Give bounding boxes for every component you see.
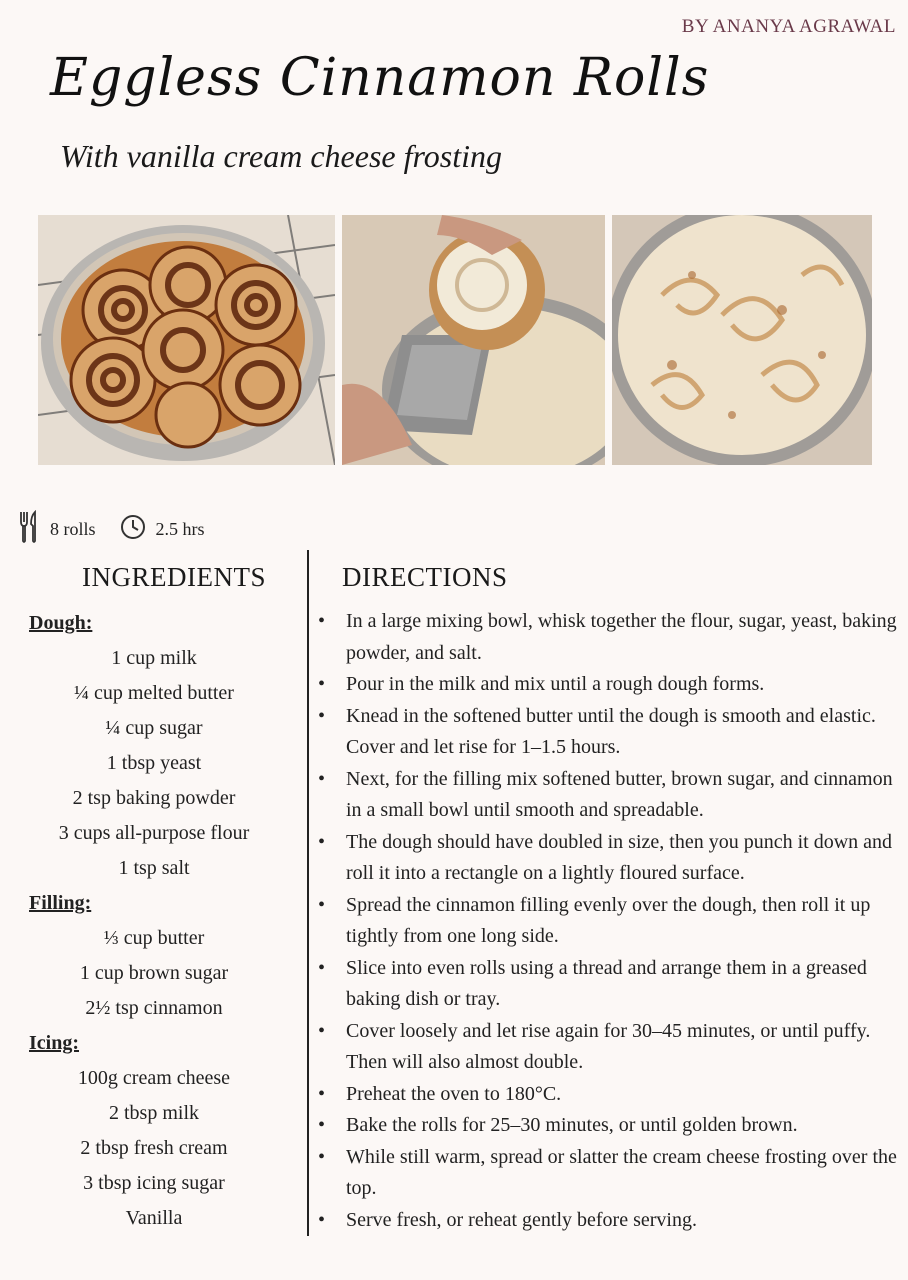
ingredient-item: 1 tbsp yeast: [106, 752, 202, 774]
photo-frosted-rolls-in-pan: [612, 215, 872, 465]
ingredient-item: 2 tbsp milk: [108, 1102, 199, 1124]
recipe-title: Eggless Cinnamon Rolls: [50, 48, 710, 108]
time-text: 2.5 hrs: [155, 518, 205, 539]
direction-step: • Preheat the oven to 180°C.: [318, 1079, 898, 1111]
ingredient-item: ¼ cup melted butter: [74, 682, 234, 704]
direction-step: • Serve fresh, or reheat gently before serving.: [318, 1205, 898, 1237]
direction-step: • Pour in the milk and mix until a rough dough forms.: [318, 669, 898, 701]
direction-step: • The dough should have doubled in size, then you punch it down and roll it into a rectangle on a lightly floured surface.: [318, 827, 898, 890]
ingredients-list: [0, 606, 308, 1236]
recipe-meta: [18, 512, 229, 546]
icing-label: Icing:: [29, 1032, 79, 1054]
ingredient-item: ¼ cup sugar: [105, 717, 203, 739]
direction-step: • In a large mixing bowl, whisk together the flour, sugar, yeast, baking powder, and salt.: [318, 606, 898, 669]
ingredients-heading: INGREDIENTS: [82, 562, 266, 592]
direction-step: • Knead in the softened butter until the dough is smooth and elastic. Cover and let rise for 1–1.5 hours.: [318, 701, 898, 764]
photo-frosted-roll-on-spatula: [342, 215, 605, 465]
ingredient-item: ⅓ cup butter: [103, 927, 205, 949]
ingredient-item: Vanilla: [125, 1207, 183, 1229]
ingredient-item: 3 tbsp icing sugar: [83, 1172, 225, 1194]
clock-icon: [120, 514, 146, 545]
ingredient-item: 3 cups all-purpose flour: [58, 822, 250, 844]
direction-step: • Bake the rolls for 25–30 minutes, or until golden brown.: [318, 1110, 898, 1142]
directions-heading: DIRECTIONS: [342, 562, 508, 592]
servings-text: 8 rolls: [50, 518, 96, 539]
dough-label: Dough:: [29, 612, 93, 634]
filling-label: Filling:: [29, 892, 92, 914]
ingredient-item: 2 tbsp fresh cream: [80, 1137, 228, 1159]
direction-step: • Cover loosely and let rise again for 30–45 minutes, or until puffy. Then will also almost double.: [318, 1016, 898, 1079]
ingredient-item: 1 tsp salt: [118, 857, 190, 879]
ingredient-item: 100g cream cheese: [77, 1067, 231, 1089]
direction-step: • Spread the cinnamon filling evenly over the dough, then roll it up tightly from one long side.: [318, 890, 898, 953]
ingredient-item: 2 tsp baking powder: [72, 787, 236, 809]
ingredient-item: 2½ tsp cinnamon: [85, 997, 223, 1019]
photo-baked-rolls-in-pan: [38, 215, 335, 465]
directions-list: [318, 606, 898, 1236]
recipe-subtitle: With vanilla cream cheese frosting: [60, 138, 502, 174]
ingredient-item: 1 cup brown sugar: [79, 962, 229, 984]
author-byline: BY ANANYA AGRAWAL: [681, 16, 896, 37]
direction-step: • Next, for the filling mix softened butter, brown sugar, and cinnamon in a small bowl until smooth and spreadable.: [318, 764, 898, 827]
fork-knife-icon: [18, 510, 40, 549]
direction-step: • While still warm, spread or slatter the cream cheese frosting over the top.: [318, 1142, 898, 1205]
direction-step: • Slice into even rolls using a thread and arrange them in a greased baking dish or tray.: [318, 953, 898, 1016]
ingredient-item: 1 cup milk: [111, 647, 197, 669]
